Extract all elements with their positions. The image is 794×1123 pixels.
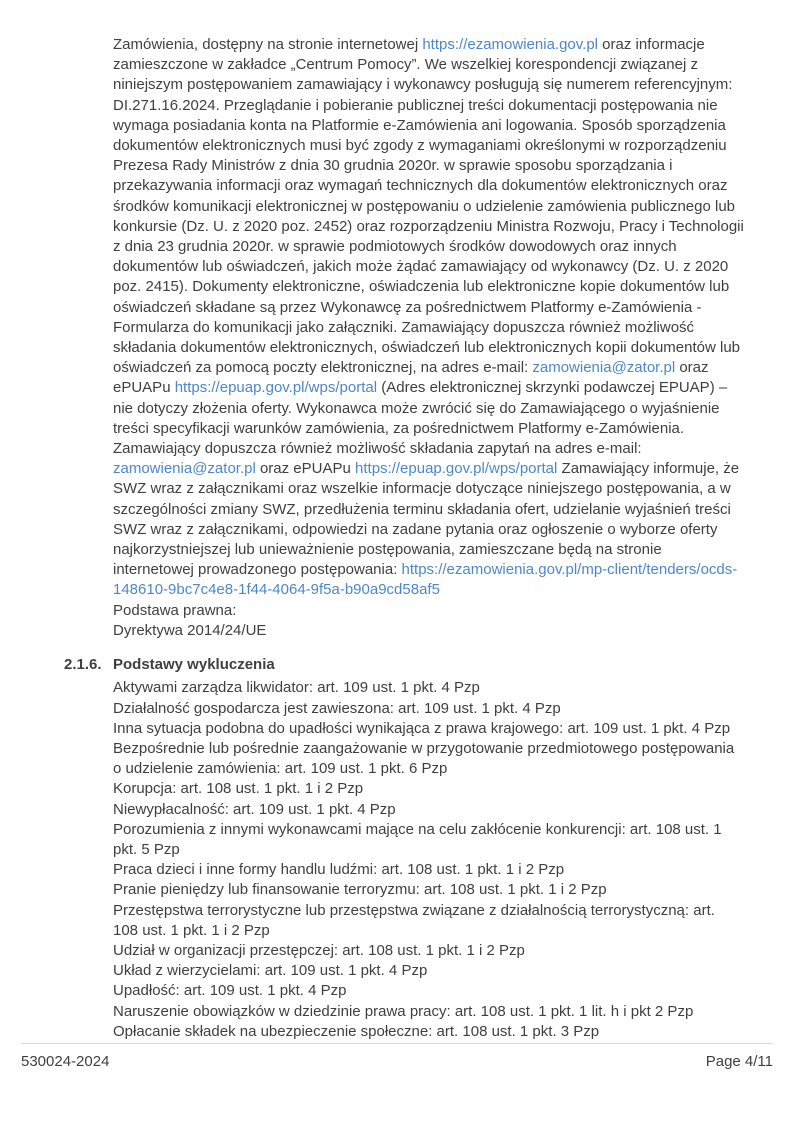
- exclusion-item: Korupcja: art. 108 ust. 1 pkt. 1 i 2 Pzp: [113, 780, 364, 798]
- exclusion-item: Przestępstwa terrorystyczne lub przestępstwa związane z działalnością terrorystyczną: art. 108 ust. 1 pkt. 1 i 2 Pzp: [113, 901, 715, 939]
- exclusion-item: Bezpośrednie lub pośrednie zaangażowanie w przygotowanie przedmiotowego postępowania o udzielenie zamówienia: art. 109 ust. 1 pkt. 6 Pzp: [113, 739, 735, 778]
- hyperlink[interactable]: zamowienia@zator.pl: [113, 460, 256, 478]
- hyperlink[interactable]: https://epuap.gov.pl/wps/portal: [355, 460, 558, 478]
- exclusion-item: Aktywami zarządza likwidator: art. 109 ust. 1 pkt. 4 Pzp: [113, 679, 480, 697]
- footer-document-number: 530024-2024: [21, 1053, 110, 1070]
- body-paragraph: Zamówienia, dostępny na stronie internetowej https://ezamowienia.gov.pl oraz informacje zamieszczone w zakładce „Centrum Pomocy”. We wszelkiej korespondencji związanej z niniejszym postępowaniem zamawiający i wykonawcy posługują się numerem referencyjnym: DI.271.16.2024. Przeglądanie i pobieranie publicznej treści dokumentacji postępowania nie wymaga posiadania konta na Platformie e-Zamówienia ani logowania. Sposób sporządzenia dokumentów elektronicznych musi być zgody z wymaganiami określonymi w rozporządzeniu Prezesa Rady Ministrów z dnia 30 grudnia 2020r. w sprawie sposobu sporządzania i przekazywania informacji oraz wymagań technicznych dla dokumentów elektronicznych oraz środków komunikacji elektronicznej w postępowaniu o udzielenie zamówienia publicznego lub konkursie (Dz. U. z 2020 poz. 2452) oraz rozporządzeniu Ministra Rozwoju, Pracy i Technologii z dnia 23 grudnia 2020r. w sprawie podmiotowych środków dowodowych oraz innych dokumentów lub oświadczeń, jakich może żądać zamawiający od wykonawcy (Dz. U. z 2020 poz. 2415). Dokumenty elektroniczne, oświadczenia lub elektroniczne kopie dokumentów lub oświadczeń składane są przez Wykonawcę za pośrednictwem Platformy e-Zamówienia - Formularza do komunikacji jako załączniki. Zamawiający dopuszcza również możliwość składania dokumentów elektronicznych, oświadczeń lub elektronicznych kopii dokumentów lub oświadczeń za pomocą poczty elektronicznej, na adres e-mail: zamowienia@zator.pl oraz ePUAPu https://epuap.gov.pl/wps/portal (Adres elektronicznej skrzynki podawczej EPUAP) – nie dotyczy złożenia oferty. Wykonawca może zwrócić się do Zamawiającego o wyjaśnienie treści specyfikacji warunków zamówienia, za pośrednictwem Platformy e-Zamówienia. Zamawiający dopuszcza również możliwość składania zapytań na adres e-mail: zamowienia@zator.pl oraz ePUAPu https://epuap.gov.pl/wps/portal Zamawiający informuje, że SWZ wraz z załącznikami oraz wszelkie informacje dotyczące niniejszego postępowania, a w szczególności zmiany SWZ, przedłużenia terminu składania ofert, udzielanie wyjaśnień treści SWZ wraz z załącznikami, odpowiedzi na zadane pytania oraz ogłoszenie o wyborze oferty najkorzystniejszej lub unieważnienie postępowania, zamieszczane będą na stronie internetowej prowadzonego postępowania: https://ezamowienia.gov.pl/mp-client/tenders/ocds-148610-9bc7c4e8-1f44-4064-9f5a-b90a9cd58af5: [113, 36, 744, 599]
- hyperlink[interactable]: zamowienia@zator.pl: [532, 359, 676, 377]
- legal-basis-label: Podstawa prawna:: [113, 601, 237, 619]
- hyperlink[interactable]: https://ezamowienia.gov.pl: [422, 36, 598, 53]
- exclusion-list: [113, 678, 744, 1042]
- page-footer: [21, 1043, 773, 1070]
- hyperlink[interactable]: https://epuap.gov.pl/wps/portal: [174, 379, 378, 397]
- footer-page-indicator: Page 4/11: [705, 1053, 773, 1070]
- document-content: [64, 35, 744, 1042]
- section-number: 2.1.6.: [64, 656, 102, 674]
- section-heading: [64, 655, 744, 675]
- exclusion-item: Naruszenie obowiązków w dziedzinie prawa pracy: art. 108 ust. 1 pkt. 1 lit. h i pkt 2 Pzp: [113, 1002, 694, 1020]
- exclusion-item: Działalność gospodarcza jest zawieszona: art. 109 ust. 1 pkt. 4 Pzp: [113, 699, 561, 717]
- exclusion-item: Praca dzieci i inne formy handlu ludźmi: art. 108 ust. 1 pkt. 1 i 2 Pzp: [113, 861, 565, 879]
- exclusion-item: Pranie pieniędzy lub finansowanie terroryzmu: art. 108 ust. 1 pkt. 1 i 2 Pzp: [113, 881, 607, 899]
- exclusion-item: Niewypłacalność: art. 109 ust. 1 pkt. 4 Pzp: [113, 800, 396, 818]
- exclusion-item: Upadłość: art. 109 ust. 1 pkt. 4 Pzp: [113, 982, 347, 1000]
- hyperlink[interactable]: https://ezamowienia.gov.pl/mp-client/tenders/ocds-148610-9bc7c4e8-1f44-4064-9f5a-b90a9cd58af5: [113, 561, 738, 599]
- section-title: Podstawy wykluczenia: [113, 656, 275, 674]
- exclusion-item: Inna sytuacja podobna do upadłości wynikająca z prawa krajowego: art. 109 ust. 1 pkt. 4 Pzp: [113, 719, 731, 737]
- exclusion-item: Opłacanie składek na ubezpieczenie społeczne: art. 108 ust. 1 pkt. 3 Pzp: [113, 1022, 600, 1040]
- legal-basis-value: Dyrektywa 2014/24/UE: [113, 621, 267, 639]
- exclusion-item: Układ z wierzycielami: art. 109 ust. 1 pkt. 4 Pzp: [113, 962, 428, 980]
- exclusion-item: Udział w organizacji przestępczej: art. 108 ust. 1 pkt. 1 i 2 Pzp: [113, 941, 525, 959]
- exclusion-item: Porozumienia z innymi wykonawcami mające na celu zakłócenie konkurencji: art. 108 ust. 1 pkt. 5 Pzp: [113, 820, 722, 858]
